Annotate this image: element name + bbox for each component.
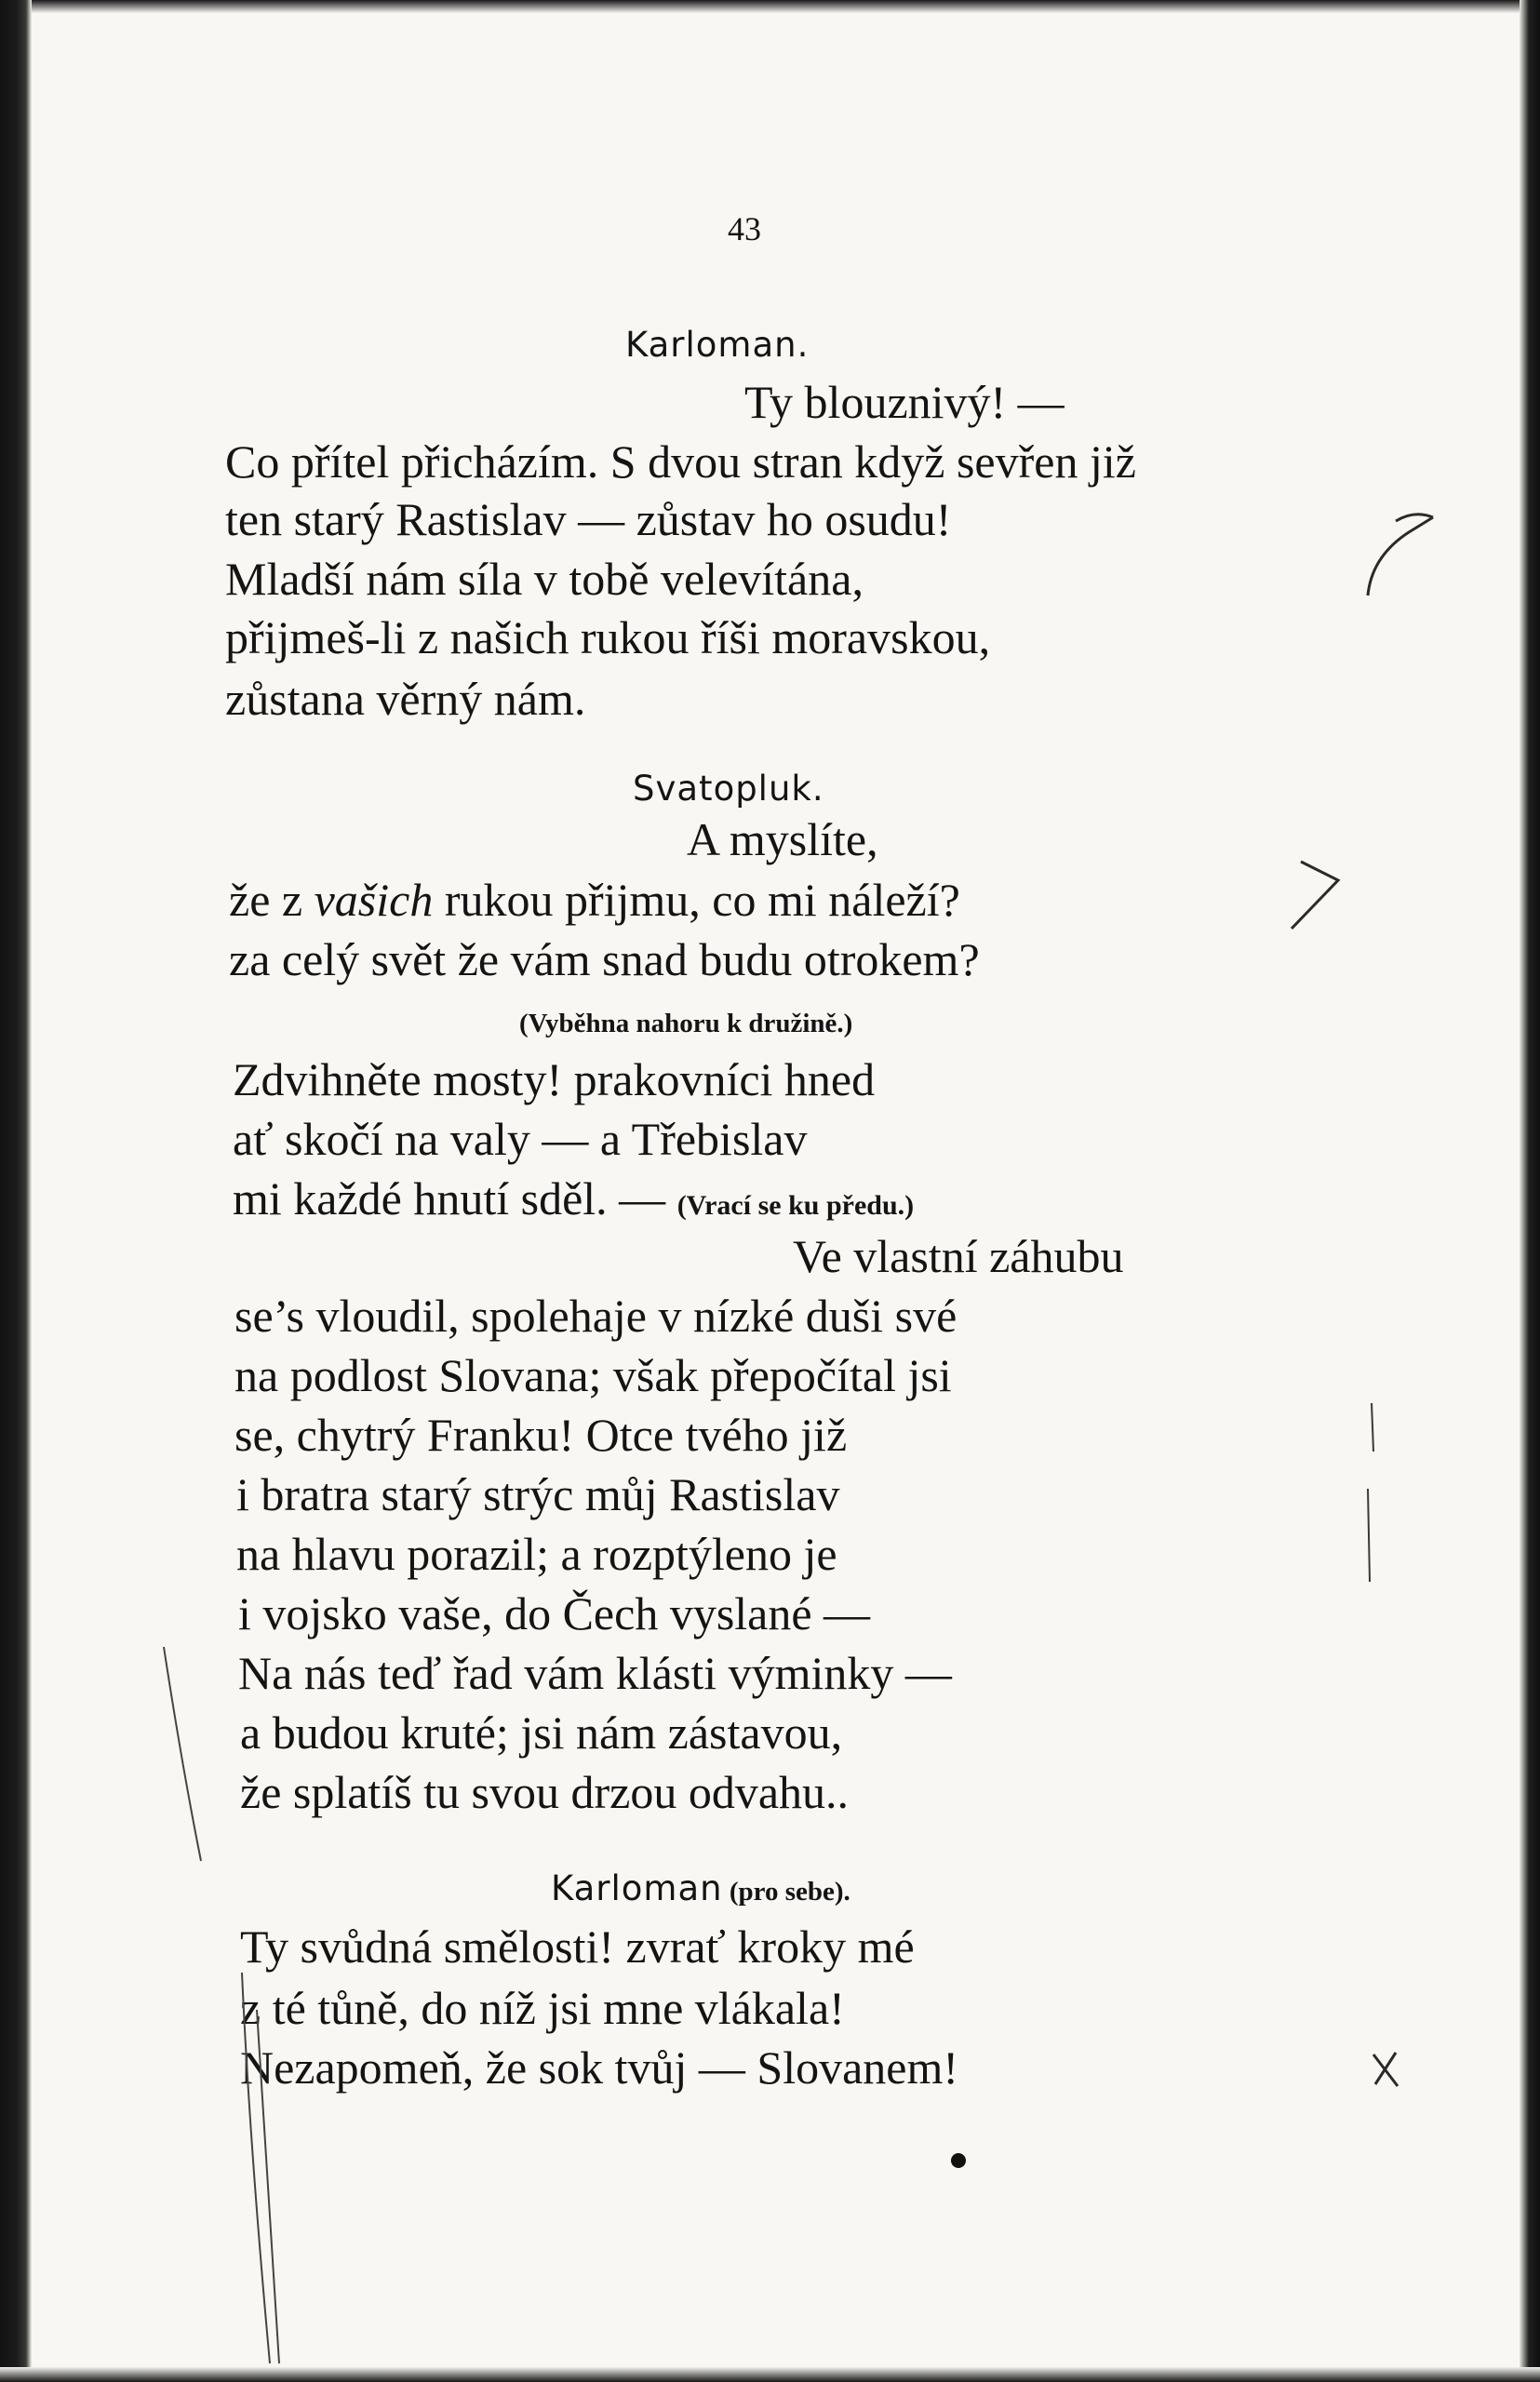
verse-text: že z [229,874,315,926]
scan-edge-right [1520,0,1540,2382]
scan-edge-left [0,0,32,2382]
verse-line: z té tůně, do níž jsi mne vlákala! [240,1982,845,2034]
verse-line [233,1171,914,1234]
verse-line: Zdvihněte mosty! prakovníci hned [233,1053,876,1105]
margin-mark-arrow-2 [1292,862,1338,929]
stage-direction: (pro sebe). [722,1877,850,1907]
ink-dot [951,2153,966,2168]
verse-line: přijmeš-li z našich rukou říši moravskou, [225,611,991,663]
verse-line: ať skočí na valy — a Třebislav [233,1113,808,1165]
stage-direction: (Vrací se ku předu.) [676,1190,915,1221]
verse-line: Ty blouznivý! — [744,376,1065,428]
margin-mark-arrow-1 [1368,515,1433,596]
verse-line: na hlavu porazil; a rozptýleno je [236,1528,837,1580]
scan-edge-bottom [0,2367,1540,2382]
verse-line: Co přítel přicházím. S dvou stran když sevřen již [225,435,1136,488]
verse-line: Na nás teď řad vám klásti výminky — [238,1647,952,1699]
verse-line: Ty svůdná smělosti! zvrať kroky mé [240,1920,915,1973]
verse-text: mi každé hnutí sděl. — [233,1172,677,1224]
verse-line: i vojsko vaše, do Čech vyslané — [238,1587,871,1639]
verse-line: i bratra starý strýc můj Rastislav [236,1468,840,1520]
verse-line: Ve vlastní záhubu [793,1230,1124,1282]
verse-line: Nezapomeň, že sok tvůj — Slovanem! [240,2041,959,2094]
verse-line: ten starý Rastislav — zůstav ho osudu! [225,493,952,545]
speaker-karloman [551,1861,850,1920]
emphasis-text: vašich [314,874,434,926]
speaker-karloman: Karloman. [625,325,810,365]
verse-line: na podlost Slovana; však přepočítal jsi [234,1349,952,1401]
speaker-name: Karloman [551,1868,723,1908]
page-number: 43 [728,210,761,248]
verse-line: se’s vloudil, spolehaje v nízké duši své [234,1290,957,1342]
verse-line: Mladší nám síla v tobě velevítána, [225,553,864,605]
speaker-svatopluk: Svatopluk. [633,769,824,809]
margin-mark-x [1373,2053,1398,2086]
verse-line: zůstana věrný nám. [225,673,586,725]
margin-mark-bar [1368,1403,1373,1582]
verse-line: se, chytrý Franku! Otce tvého již [234,1409,848,1461]
stage-direction: (Vyběhna nahoru k družině.) [519,1009,853,1038]
scan-edge-top [0,0,1540,13]
verse-line: že splatíš tu svou drzou odvahu.. [240,1766,850,1818]
verse-text: rukou přijmu, co mi náleží? [433,874,960,926]
verse-line: za celý svět že vám snad budu otrokem? [229,933,980,985]
verse-line [229,872,960,928]
verse-line: A myslíte, [687,813,878,865]
verse-line: a budou kruté; jsi nám zástavou, [240,1706,843,1759]
